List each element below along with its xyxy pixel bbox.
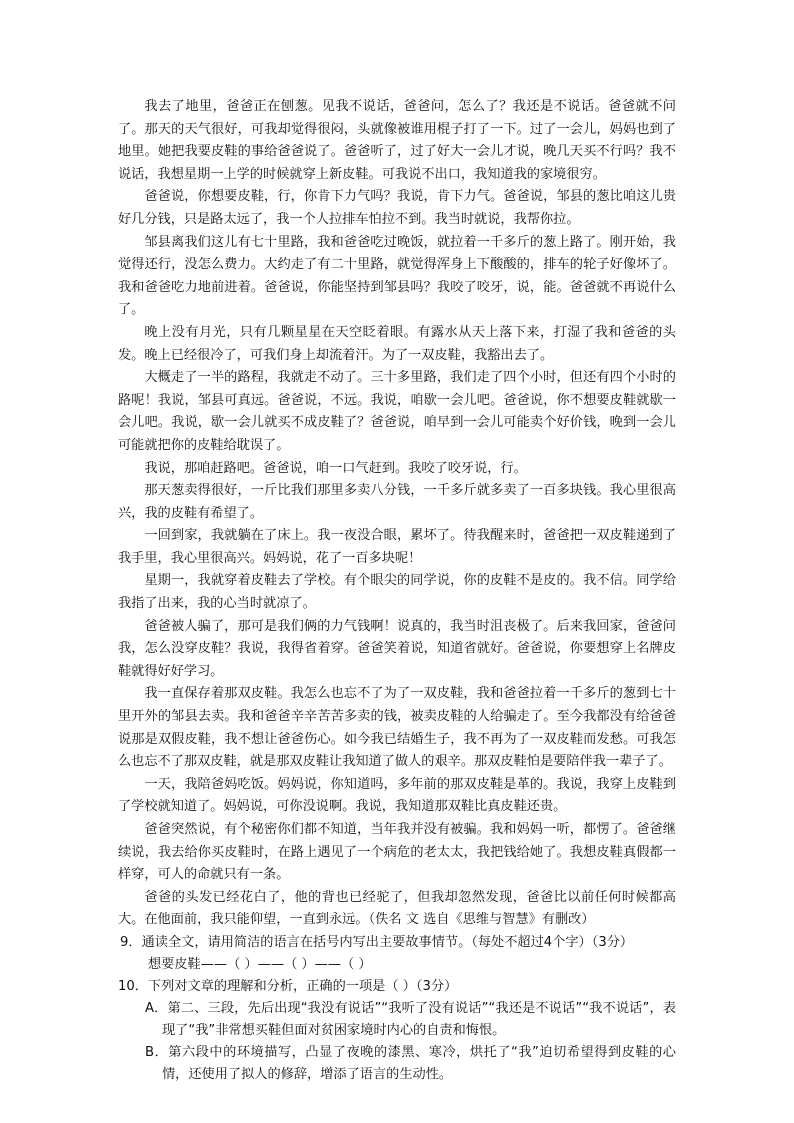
story-paragraph: 那天葱卖得很好，一斤比我们那里多卖八分钱，一千多斤就多卖了一百多块钱。我心里很高兴，我的皮鞋有希望了。 — [118, 483, 676, 521]
story-paragraph: 星期一，我就穿着皮鞋去了学校。有个眼尖的同学说，你的皮鞋不是皮的。我不信。同学给我指了出来，我的心当时就凉了。 — [118, 573, 676, 612]
story-paragraph: 我说，那咱赶路吧。爸爸说，咱一口气赶到。我咬了咬牙说，行。 — [144, 460, 527, 476]
story-last-paragraph — [118, 887, 676, 932]
question-9-prompt: 9．通读全文，请用简洁的语言在括号内写出主要故事情节。（每处不超过4个字）（3分） — [120, 934, 634, 950]
story-paragraph: 邹县离我们这儿有七十里路，我和爸爸吃过晚饭，就拉着一千多斤的葱上路了。刚开始，我觉得还行，没怎么费力。大约走了有二十里路，就觉得浑身上下酸酸的，排车的轮子好像坏了。我和爸爸吃力地前进着。爸爸说，你能坚持到邹县吗？我咬了咬牙，说，能。爸爸就不再说什么了。 — [118, 234, 676, 318]
story-paragraph: 我去了地里，爸爸正在刨葱。见我不说话，爸爸问，怎么了？我还是不说话。爸爸就不问了。那天的天气很好，可我却觉得很闷，头就像被谁用棍子打了一下。过了一会儿，妈妈也到了地里。她把我要皮鞋的事给爸爸说了。爸爸听了，过了好大一会儿才说，晚几天买不行吗？我不说话，我想星期一上学的时候就穿上新皮鞋。可我说不出口，我知道我的家境很穷。 — [118, 99, 676, 182]
story-paragraph: 我一直保存着那双皮鞋。我怎么也忘不了为了一双皮鞋，我和爸爸拉着一千多斤的葱到七十里开外的邹县去卖。我和爸爸辛辛苦苦多卖的钱，被卖皮鞋的人给骗走了。至今我都没有给爸爸说那是双假皮鞋，我不想让爸爸伤心。如今我已结婚生子，我不再为了一双皮鞋而发愁。可我怎么也忘不了那双皮鞋，就是那双皮鞋让我知道了做人的艰辛。那双皮鞋怕是要陪伴我一辈子了。 — [118, 686, 676, 770]
story-paragraph: 晚上没有月光，只有几颗星星在天空眨着眼。有露水从天上落下来，打湿了我和爸爸的头发。晚上已经很冷了，可我们身上却流着汗。为了一双皮鞋，我豁出去了。 — [118, 324, 676, 363]
question-10-option-b: B．第六段中的环境描写，凸显了夜晚的漆黑、寒冷，烘托了“我”迫切希望得到皮鞋的心情，还使用了拟人的修辞，增添了语言的生动性。 — [145, 1044, 676, 1082]
questions-section — [118, 932, 676, 1086]
story-body — [118, 96, 676, 932]
story-paragraph: 爸爸突然说，有个秘密你们都不知道，当年我并没有被骗。我和妈妈一听，都愣了。爸爸继续说，我去给你买皮鞋时，在路上遇见了一个病危的老太太，我把钱给她了。我想皮鞋真假都一样穿，可人的命就只有一条。 — [118, 822, 676, 883]
document-page — [118, 96, 676, 1086]
story-paragraph-text: 爸爸的头发已经花白了，他的背也已经驼了，但我却忽然发现，爸爸比以前任何时候都高大。在他面前，我只能仰望，一直到永远。 — [118, 889, 676, 928]
story-paragraph: 大概走了一半的路程，我就走不动了。三十多里路，我们走了四个小时，但还有四个小时的路呢！我说，邹县可真远。爸爸说，不远。我说，咱歇一会儿吧。爸爸说，你不想要皮鞋就歇一会儿吧。我说，歇一会儿就买不成皮鞋了？爸爸说，咱早到一会儿可能卖个好价钱，晚到一会儿可能就把你的皮鞋给耽误了。 — [118, 370, 676, 453]
story-paragraph: 一回到家，我就躺在了床上。我一夜没合眼，累坏了。待我醒来时，爸爸把一双皮鞋递到了我手里，我心里很高兴。妈妈说，花了一百多块呢！ — [118, 528, 676, 566]
question-9-answer-line: 想要皮鞋——（ ）——（ ）——（ ） — [148, 956, 372, 972]
question-10-prompt: 10．下列对文章的理解和分析，正确的一项是（ ）（3分） — [118, 978, 458, 994]
story-paragraph: 一天，我陪爸妈吃饭。妈妈说，你知道吗，多年前的那双皮鞋是革的。我说，我穿上皮鞋到了学校就知道了。妈妈说，可你没说啊。我说，我知道那双鞋比真皮鞋还贵。 — [118, 776, 676, 815]
question-10-option-a: A．第二、三段，先后出现“我没有说话”“我听了没有说话”“我还是不说话”“我不说话”，表现了“我”非常想买鞋但面对贫困家境时内心的自责和悔恨。 — [145, 1000, 676, 1038]
story-paragraph: 爸爸被人骗了，那可是我们俩的力气钱啊！说真的，我当时沮丧极了。后来我回家，爸爸问我，怎么没穿皮鞋？我说，我得省着穿。爸爸笑着说，知道省就好。爸爸说，你要想穿上名牌皮鞋就得好好学习。 — [118, 618, 676, 679]
source-note: （佚名 文 选自《思维与智慧》有删改） — [368, 912, 595, 928]
story-paragraph: 爸爸说，你想要皮鞋，行，你肯下力气吗？我说，肯下力气。爸爸说，邹县的葱比咱这儿贵好几分钱，只是路太远了，我一个人拉排车怕拉不到。我当时就说，我帮你拉。 — [118, 189, 676, 227]
